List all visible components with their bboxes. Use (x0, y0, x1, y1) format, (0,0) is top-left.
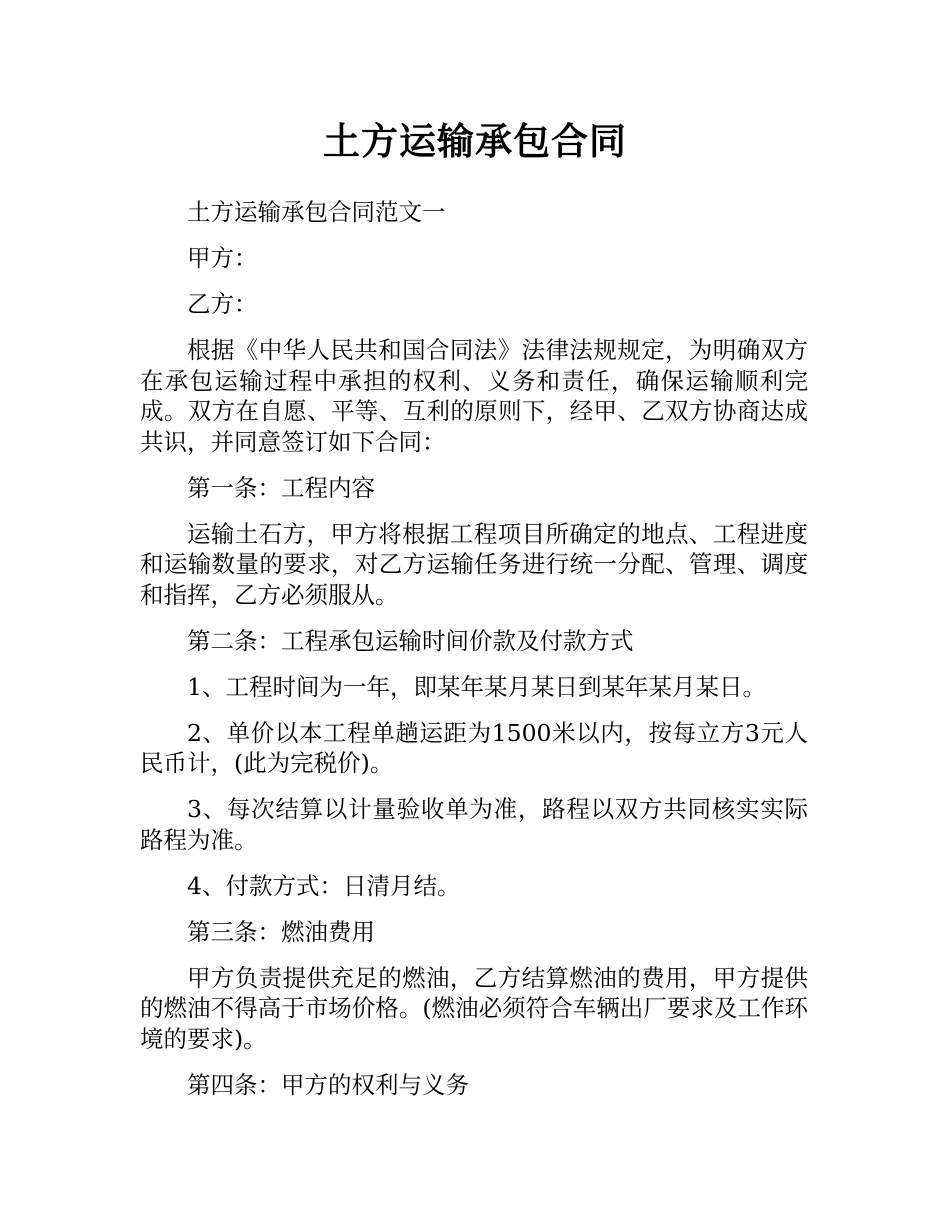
paragraph-subtitle: 土方运输承包合同范文一 (187, 198, 446, 226)
heading-article-4: 第四条：甲方的权利与义务 (187, 1070, 469, 1099)
paragraph-party-b: 乙方： (187, 290, 258, 318)
clause-2-2: 2、单价以本工程单趟运距为1500米以内，按每立方3元人民币计，(此为完税价)。 (140, 718, 808, 777)
paragraph-party-a: 甲方： (187, 244, 258, 272)
paragraph-article-1: 运输土石方，甲方将根据工程项目所确定的地点、工程进度和运输数量的要求，对乙方运输任务进行统一分配、管理、调度和指挥，乙方必须服从。 (140, 519, 808, 609)
document-title: 土方运输承包合同 (323, 120, 627, 163)
clause-2-3: 3、每次结算以计量验收单为准，路程以双方共同核实实际路程为准。 (140, 795, 808, 854)
clause-2-4: 4、付款方式：日清月结。 (187, 871, 461, 900)
heading-article-2: 第二条：工程承包运输时间价款及付款方式 (187, 626, 634, 655)
paragraph-article-3: 甲方负责提供充足的燃油，乙方结算燃油的费用，甲方提供的燃油不得高于市场价格。(燃油必须符合车辆出厂要求及工作环境的要求)。 (140, 963, 808, 1053)
clause-2-1: 1、工程时间为一年，即某年某月某日到某年某月某日。 (187, 672, 766, 701)
heading-article-1: 第一条：工程内容 (187, 473, 375, 502)
document-body (140, 197, 808, 1116)
heading-article-3: 第三条：燃油费用 (187, 917, 375, 946)
paragraph-preamble: 根据《中华人民共和国合同法》法律法规规定，为明确双方在承包运输过程中承担的权利、义务和责任，确保运输顺利完成。双方在自愿、平等、互利的原则下，经甲、乙双方协商达成共识，并同意签订如下合同： (140, 336, 808, 456)
